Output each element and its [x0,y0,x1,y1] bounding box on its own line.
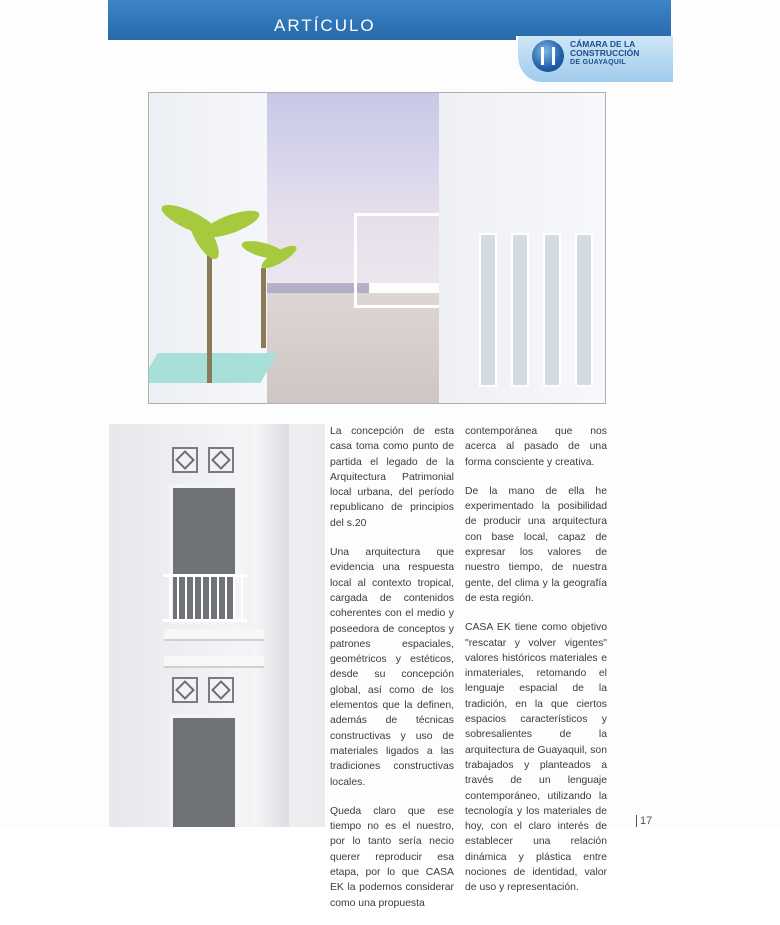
paragraph: Una arquitectura que evidencia una respuesta local al contexto tropical, cargada de contenidos coherentes con el medio y poseedora de conceptos y patrones espaciales, geométricos y estéticos, desde su concepción global, así como de los elementos que la definen, además de técnicas constructivas y uso de materiales ligados a las tradiciones constructivas locales. [330,547,454,788]
french-door [169,714,239,827]
pilaster [253,424,289,827]
chamber-logo [516,36,673,82]
paragraph: De la mano de ella he experimentado la posibilidad de producir una arquitectura con base local, capaz de expresar los valores de nuestro tiempo, de nuestra gente, del clima y la geografía de esta región. [465,485,607,604]
palm-trunk-2 [261,268,266,348]
logo-line-1: CÁMARA DE LA [570,39,636,49]
logo-line-2: CONSTRUCCIÓN [570,48,640,58]
section-header [108,0,671,40]
ornament-diamond [208,677,234,703]
balcony-ledge [164,629,264,641]
window [511,233,529,387]
logo-text [570,40,639,67]
section-title: ARTÍCULO [274,16,376,35]
paragraph: La concepción de esta casa toma como punto de partida el legado de la Arquitectura Patrimonial local urbana, del período republicano de principios del s.20 [330,426,454,529]
ornament-diamond [172,677,198,703]
logo-line-3: DE GUAYAQUIL [570,59,626,66]
window [575,233,593,387]
ornament-diamond [208,447,234,473]
logo-emblem-icon [532,40,564,72]
right-facade [439,93,606,404]
cornice [164,656,264,668]
paragraph: Queda claro que ese tiempo no es el nuestro, por lo tanto sería necio querer reproducir esa etapa, por lo que CASA EK la podemos considerar como una propuesta [330,805,454,909]
balcony-railing [163,574,247,622]
window [543,233,561,387]
facade-photo [109,424,325,827]
window [479,233,497,387]
terrace-photo [148,92,606,404]
water-channel [148,353,278,383]
page-number: 17 [636,815,652,827]
text-column-2 [465,424,607,910]
palm-trunk-1 [207,243,212,383]
paragraph: CASA EK tiene como objetivo "rescatar y volver vigentes" valores históricos materiales e inmateriales, retomando el lenguaje espacial de la tradición, en la que ciertos espacios característicos y sobresalientes de la arquitectura de Guayaquil, son trabajados y planteados a través de un lenguaje contemporáneo, utilizando la tecnología y los materiales de hoy, con el claro interés de establecer una relación dinámica y plástica entre nociones de identidad, valor de uso y representación. [465,622,607,894]
paragraph: contemporánea que nos acerca al pasado de una forma consciente y creativa. [465,426,607,468]
text-column-1 [330,424,454,925]
ornament-diamond [172,447,198,473]
